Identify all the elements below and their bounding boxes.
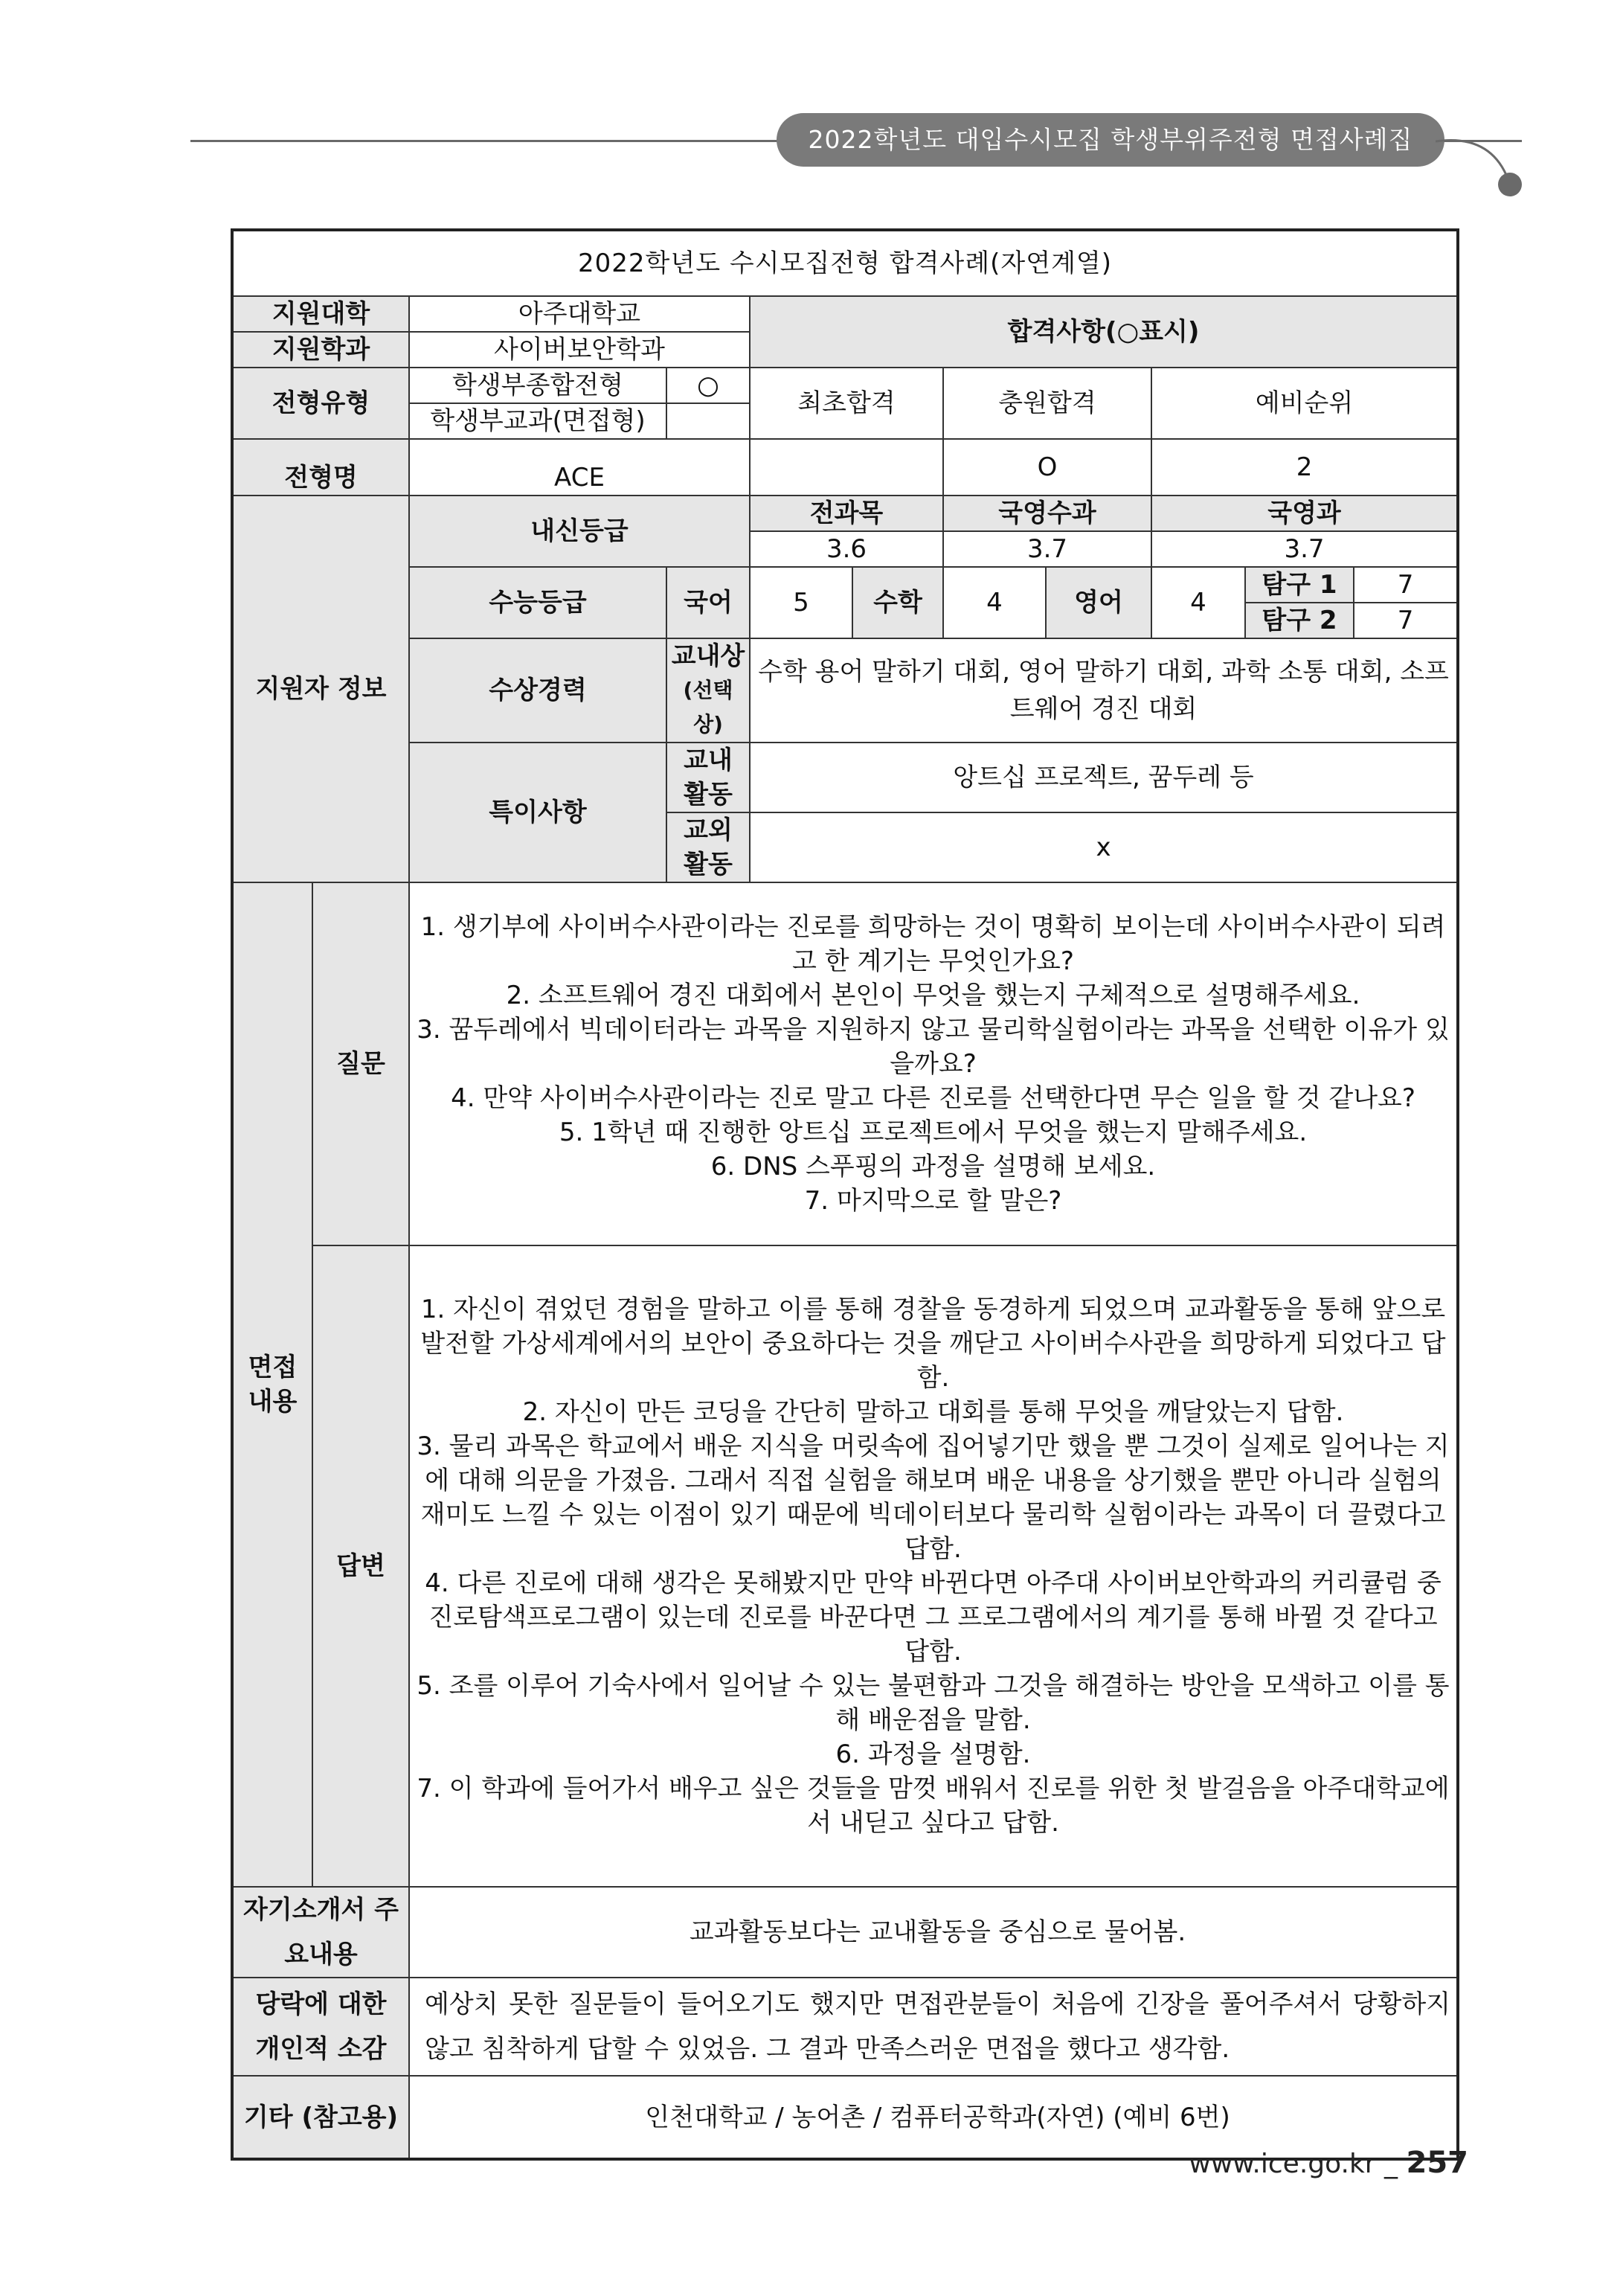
admission-type-2: 학생부교과(면접형) [409, 403, 666, 439]
grade-header-all: 전과목 [750, 496, 943, 531]
label-etc: 기타 (참고용) [232, 2076, 409, 2159]
admission-type-1-mark: ○ [666, 368, 750, 403]
etc-text: 인천대학교 / 농어촌 / 컴퓨터공학과(자연) (예비 6번) [409, 2076, 1458, 2159]
csat-inquiry1-value: 7 [1354, 567, 1458, 603]
label-out-school: 교외활동 [666, 812, 750, 882]
label-question: 질문 [312, 882, 409, 1245]
admission-type-2-mark [666, 403, 750, 439]
grade-header-kems: 국영수과 [943, 496, 1151, 531]
awards-text: 수학 용어 말하기 대회, 영어 말하기 대회, 과학 소통 대회, 소프트웨어 경진 대회 [750, 638, 1458, 743]
result-header-first: 최초합격 [750, 368, 943, 439]
table-title: 2022학년도 수시모집전형 합격사례(자연계열) [232, 230, 1458, 296]
csat-inquiry2-value: 7 [1354, 603, 1458, 638]
question-item: 3. 꿈두레에서 빅데이터라는 과목을 지원하지 않고 물리학실험이라는 과목을 선택한 이유가 있을까요? [417, 1015, 1450, 1079]
csat-math-label: 수학 [852, 567, 943, 638]
out-school-activities: x [750, 812, 1458, 882]
question-item: 2. 소프트웨어 경진 대회에서 본인이 무엇을 했는지 구체적으로 설명해주세요. [506, 981, 1360, 1010]
result-header: 합격사항(○표시) [750, 296, 1458, 368]
result-value-first [750, 439, 943, 496]
impression-text: 예상치 못한 질문들이 들어오기도 했지만 면접관분들이 처음에 긴장을 풀어주셔서 당황하지 않고 침착하게 답할 수 있었음. 그 결과 만족스러운 면접을 했다고 생각함. [409, 1978, 1458, 2076]
label-awards-sub [666, 638, 750, 743]
label-impression: 당락에 대한 개인적 소감 [232, 1978, 409, 2076]
admission-case-table [231, 228, 1459, 2161]
answer-item: 2. 자신이 만든 코딩을 간단히 말하고 대회를 통해 무엇을 깨달았는지 답함. [522, 1397, 1344, 1427]
question-item: 6. DNS 스푸핑의 과정을 설명해 보세요. [710, 1152, 1156, 1181]
in-school-activities: 앙트십 프로젝트, 꿈두레 등 [750, 743, 1458, 812]
result-value-reserve: 2 [1151, 439, 1458, 496]
question-item: 5. 1학년 때 진행한 앙트십 프로젝트에서 무엇을 했는지 말해주세요. [559, 1117, 1308, 1147]
admission-type-1: 학생부종합전형 [409, 368, 666, 403]
label-department: 지원학과 [232, 332, 409, 368]
running-title: 2022학년도 대입수시모집 학생부위주전형 면접사례집 [777, 113, 1444, 167]
value-university: 아주대학교 [409, 296, 750, 332]
csat-math-value: 4 [943, 567, 1046, 638]
result-header-reserve: 예비순위 [1151, 368, 1458, 439]
answer-item: 1. 자신이 겪었던 경험을 말하고 이를 통해 경찰을 동경하게 되었으며 교과활동을 통해 앞으로 발전할 가상세계에서의 보안이 중요하다는 것을 깨닫고 사이버수사관을 희망하게 되었다고 답함. [420, 1295, 1446, 1393]
label-admission-type: 전형유형 [232, 368, 409, 439]
awards-sub-note: (선택상) [683, 678, 733, 737]
label-university: 지원대학 [232, 296, 409, 332]
label-admission-name: 전형명 [232, 439, 409, 496]
csat-korean-label: 국어 [666, 567, 750, 638]
grade-value-kems: 3.7 [943, 531, 1151, 567]
answer-item: 5. 조를 이루어 기숙사에서 일어날 수 있는 불편함과 그것을 해결하는 방안을 모색하고 이를 통해 배운점을 말함. [417, 1671, 1450, 1735]
answer-item: 6. 과정을 설명함. [835, 1739, 1031, 1769]
self-intro-text: 교과활동보다는 교내활동을 중심으로 물어봄. [409, 1887, 1458, 1978]
label-school-grade: 내신등급 [409, 496, 750, 567]
value-department: 사이버보안학과 [409, 332, 750, 368]
label-special: 특이사항 [409, 743, 666, 882]
csat-english-label: 영어 [1046, 567, 1151, 638]
label-applicant-info: 지원자 정보 [232, 496, 409, 882]
label-csat: 수능등급 [409, 567, 666, 638]
value-admission-name: ACE [409, 439, 750, 496]
label-interview: 면접 내용 [232, 882, 312, 1887]
page-footer [1189, 2146, 1468, 2180]
label-self-intro: 자기소개서 주요내용 [232, 1887, 409, 1978]
grade-header-kes: 국영과 [1151, 496, 1458, 531]
csat-korean-value: 5 [750, 567, 852, 638]
result-header-waitlist: 충원합격 [943, 368, 1151, 439]
result-value-waitlist: O [943, 439, 1151, 496]
grade-value-all: 3.6 [750, 531, 943, 567]
answer-item: 4. 다른 진로에 대해 생각은 못해봤지만 만약 바뀐다면 아주대 사이버보안학과의 커리큘럼 중 진로탐색프로그램이 있는데 진로를 바꾼다면 그 프로그램에서의 계기를 통해 바뀔 것 같다고 답함. [425, 1568, 1442, 1667]
footer-url: www.ice.go.kr _ [1189, 2149, 1398, 2179]
awards-sub-main: 교내상 [671, 641, 745, 671]
csat-inquiry1-label: 탐구 1 [1245, 567, 1354, 603]
question-item: 4. 만약 사이버수사관이라는 진로 말고 다른 진로를 선택한다면 무슨 일을 할 것 같나요? [451, 1083, 1415, 1113]
answer-item: 7. 이 학과에 들어가서 배우고 싶은 것들을 맘껏 배워서 진로를 위한 첫 발걸음을 아주대학교에서 내딛고 싶다고 답함. [417, 1774, 1450, 1838]
question-item: 1. 생기부에 사이버수사관이라는 진로를 희망하는 것이 명확히 보이는데 사이버수사관이 되려고 한 계기는 무엇인가요? [420, 912, 1446, 976]
question-item: 7. 마지막으로 할 말은? [804, 1186, 1062, 1216]
csat-english-value: 4 [1151, 567, 1245, 638]
label-answer: 답변 [312, 1245, 409, 1887]
question-list [409, 882, 1458, 1245]
label-in-school: 교내활동 [666, 743, 750, 812]
header-curve-ornament [1436, 112, 1547, 201]
answer-list [409, 1245, 1458, 1887]
csat-inquiry2-label: 탐구 2 [1245, 603, 1354, 638]
page-number: 257 [1406, 2146, 1468, 2180]
grade-value-kes: 3.7 [1151, 531, 1458, 567]
answer-item: 3. 물리 과목은 학교에서 배운 지식을 머릿속에 집어넣기만 했을 뿐 그것이 실제로 일어나는 지에 대해 의문을 가졌음. 그래서 직접 실험을 해보며 배운 내용을 상기했을 뿐만 아니라 실험의 재미도 느낄 수 있는 이점이 있기 때문에 빅데이터보다 물리학 실험이라는 과목이 더 끌렸다고 답함. [417, 1431, 1450, 1564]
label-awards: 수상경력 [409, 638, 666, 743]
